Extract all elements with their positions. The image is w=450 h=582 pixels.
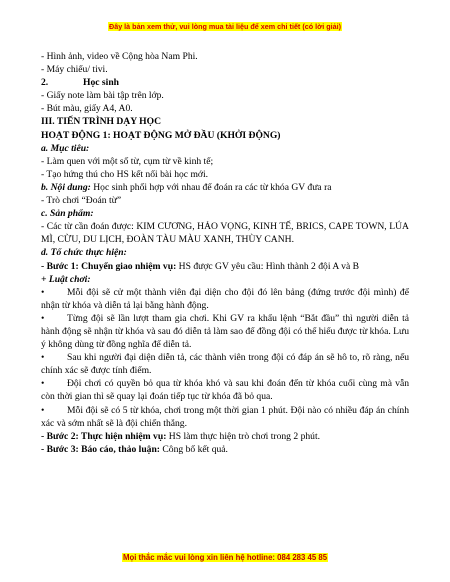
subheading-objective: a. Mục tiêu: [41, 142, 90, 154]
section-heading [41, 76, 409, 89]
product-paragraph: - Các từ cần đoán được: KIM CƯƠNG, HẢO VỌNG, KINH TẾ, BRICS, CAPE TOWN, LÚA MÌ, CỪU, DU LỊCH, ĐOÀN TÀU MÀU XANH, THÙY CANH. [41, 221, 409, 246]
content-line [41, 181, 409, 194]
subheading-product: c. Sản phẩm: [41, 208, 94, 220]
hotline-text: Mọi thắc mắc vui lòng xin liên hệ hotline: 084 283 45 85 [122, 553, 328, 562]
preview-banner-text: Đây là bản xem thử, vui lòng mua tài liệu để xem chi tiết (có lời giải) [109, 22, 341, 31]
rule-text: Sau khi người đại diện diễn tả, các thành viên trong đội có đáp án sẽ hô to, rõ ràng, nếu chính xác sẽ được tính điểm. [41, 352, 409, 377]
subheading-organization: d. Tổ chức thực hiện: [41, 247, 127, 259]
text-line: - Trò chơi “Đoán từ” [41, 195, 122, 207]
rule-item [41, 351, 409, 377]
text-line: - Máy chiếu/ tivi. [41, 64, 108, 76]
step-line [41, 260, 409, 273]
rules-heading: + Luật chơi: [41, 273, 91, 285]
activity-heading: HOẠT ĐỘNG 1: HOẠT ĐỘNG MỞ ĐẦU (KHỞI ĐỘNG) [41, 129, 281, 141]
bullet-icon: • [41, 404, 45, 416]
bullet-icon: • [41, 312, 45, 324]
bullet-icon: • [41, 352, 45, 364]
step2-text: HS làm thực hiện trò chơi trong 2 phút. [166, 430, 321, 442]
text-line: - Bút màu, giấy A4, A0. [41, 103, 133, 115]
step2-label: - Bước 2: Thực hiện nhiệm vụ: [41, 430, 167, 442]
content-label: b. Nội dung: [41, 181, 91, 193]
text-line: - Giấy note làm bài tập trên lớp. [41, 90, 164, 102]
rule-item [41, 312, 409, 351]
step3-text: Công bố kết quả. [160, 443, 228, 455]
step-line [41, 430, 409, 443]
bullet-icon: • [41, 378, 45, 390]
text-line: - Hình ảnh, video về Cộng hòa Nam Phi. [41, 51, 198, 62]
text-line: - Làm quen với một số từ, cụm từ về kinh tế; [41, 155, 214, 167]
document-body [41, 50, 409, 456]
part-heading: III. TIẾN TRÌNH DẠY HỌC [41, 116, 162, 128]
bullet-icon: • [41, 286, 45, 298]
section-number: 2. [41, 77, 49, 89]
step3-label: - Bước 3: Báo cáo, thảo luận: [41, 443, 160, 455]
rule-text: Từng đội sẽ lần lượt tham gia chơi. Khi GV ra khẩu lệnh “Bắt đầu” thì người diễn tả hành động sẽ nhận từ khóa và sau đó diễn tả làm sao để đồng đội có thể hiểu được từ khóa. Lưu ý không dùng từ đồng nghĩa để diễn tả. [41, 312, 409, 351]
step1-label: - Bước 1: Chuyển giao nhiệm vụ: [41, 260, 177, 272]
rule-item [41, 286, 409, 312]
section-title: Học sinh [83, 77, 119, 89]
rule-item [41, 377, 409, 403]
step1-text: HS được GV yêu cầu: Hình thành 2 đội A và B [176, 260, 360, 272]
preview-banner [0, 22, 450, 31]
step-line [41, 443, 409, 456]
hotline-banner [0, 553, 450, 562]
rule-text: Mỗi đội sẽ cử một thành viên đại diện cho đội đó lên bảng (đứng trước đội mình) để nhận từ khóa và diễn tả lại bằng hành động. [41, 286, 409, 311]
rule-text: Mỗi đội sẽ có 5 từ khóa, chơi trong một thời gian 1 phút. Đội nào có nhiều đáp án chính xác và sớm nhất sẽ là đội chiến thắng. [41, 404, 409, 429]
text-line: - Tạo hứng thú cho HS kết nối bài học mới. [41, 168, 209, 180]
rule-item [41, 404, 409, 430]
content-text: Học sinh phối hợp với nhau để đoán ra các từ khóa GV đưa ra [90, 181, 332, 193]
rule-text: Đội chơi có quyền bỏ qua từ khóa khó và sau khi đoán đến từ khóa cuối cùng mà vẫn còn thời gian thì sẽ quay lại đoán tiếp tục từ khóa đã bỏ qua. [41, 378, 409, 403]
